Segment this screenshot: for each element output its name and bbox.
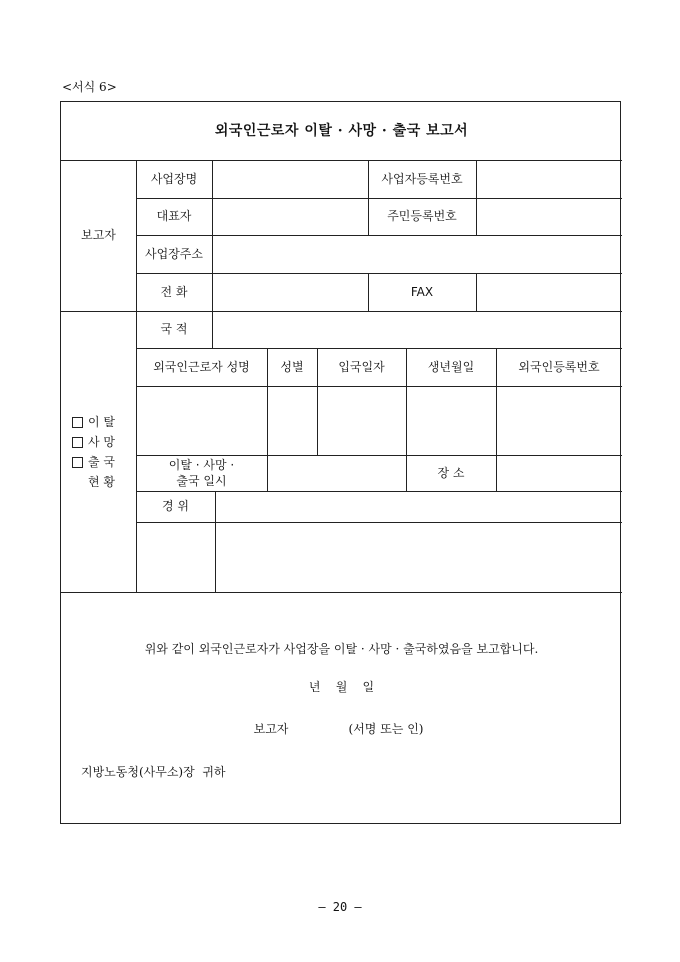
event-datetime-label-line1: 이탈 · 사망 ·	[168, 457, 235, 472]
page-number: – 20 –	[318, 900, 362, 914]
checkbox-icon[interactable]	[72, 437, 83, 448]
report-date-line: 년 월 일	[308, 679, 375, 694]
column-header-entry-date: 입국일자	[338, 359, 385, 374]
resident-reg-no-label: 주민등록번호	[387, 209, 457, 224]
report-statement: 위와 같이 외국인근로자가 사업장을 이탈 · 사망 · 출국하였음을 보고합니다.	[144, 641, 539, 656]
checkbox-row-exit[interactable]	[72, 452, 115, 472]
reporter-section-label: 보고자	[81, 228, 116, 243]
report-form	[60, 101, 621, 824]
fax-field[interactable]	[476, 273, 622, 311]
status-suffix-label: 현 황	[88, 475, 115, 489]
phone-field[interactable]	[212, 273, 368, 311]
checkbox-icon[interactable]	[72, 457, 83, 468]
business-name-label: 사업장명	[150, 171, 198, 186]
checkbox-row-death[interactable]	[72, 432, 115, 452]
birth-date-field[interactable]	[406, 386, 496, 455]
worker-name-field[interactable]	[136, 386, 267, 455]
gender-field[interactable]	[267, 386, 317, 455]
form-number-label: <서식 6>	[62, 80, 117, 94]
reporter-sign-label: 보고자	[253, 721, 289, 736]
checkbox-label-departure: 이 탈	[88, 415, 115, 429]
alien-reg-no-field[interactable]	[496, 386, 622, 455]
recipient-line: 지방노동청(사무소)장 귀하	[81, 765, 226, 779]
event-datetime-label-line2: 출국 일시	[176, 474, 227, 488]
resident-reg-no-field[interactable]	[476, 198, 622, 235]
business-address-field[interactable]	[212, 235, 622, 273]
checkbox-row-departure[interactable]	[72, 412, 115, 432]
column-header-worker-name: 외국인근로자 성명	[153, 359, 250, 374]
section-divider	[61, 592, 622, 593]
circumstances-extra-field[interactable]	[136, 522, 215, 592]
representative-label: 대표자	[156, 209, 192, 224]
fax-label: FAX	[410, 284, 434, 299]
event-datetime-label	[136, 455, 267, 491]
business-reg-no-label: 사업자등록번호	[381, 171, 463, 186]
entry-date-field[interactable]	[317, 386, 406, 455]
form-title: 외국인근로자 이탈 · 사망 · 출국 보고서	[214, 122, 469, 139]
checkbox-icon[interactable]	[72, 417, 83, 428]
checkbox-label-exit: 출 국	[88, 455, 115, 469]
status-suffix	[72, 472, 115, 492]
column-header-birth-date: 생년월일	[427, 359, 475, 374]
column-header-gender: 성별	[280, 359, 304, 374]
nationality-label: 국 적	[160, 322, 188, 337]
nationality-field[interactable]	[212, 311, 622, 348]
signature-hint[interactable]: (서명 또는 인)	[348, 721, 424, 736]
status-checkbox-list	[72, 412, 115, 492]
place-label: 장 소	[437, 465, 465, 480]
business-reg-no-field[interactable]	[476, 160, 622, 198]
event-datetime-field[interactable]	[267, 455, 406, 491]
circumstances-label: 경 위	[162, 499, 189, 514]
representative-field[interactable]	[212, 198, 368, 235]
place-field[interactable]	[496, 455, 622, 491]
business-address-label: 사업장주소	[145, 246, 203, 261]
checkbox-label-death: 사 망	[88, 435, 115, 449]
column-header-alien-reg-no: 외국인등록번호	[518, 359, 600, 374]
circumstances-field[interactable]	[215, 491, 622, 592]
business-name-field[interactable]	[212, 160, 368, 198]
phone-label: 전 화	[160, 284, 188, 299]
